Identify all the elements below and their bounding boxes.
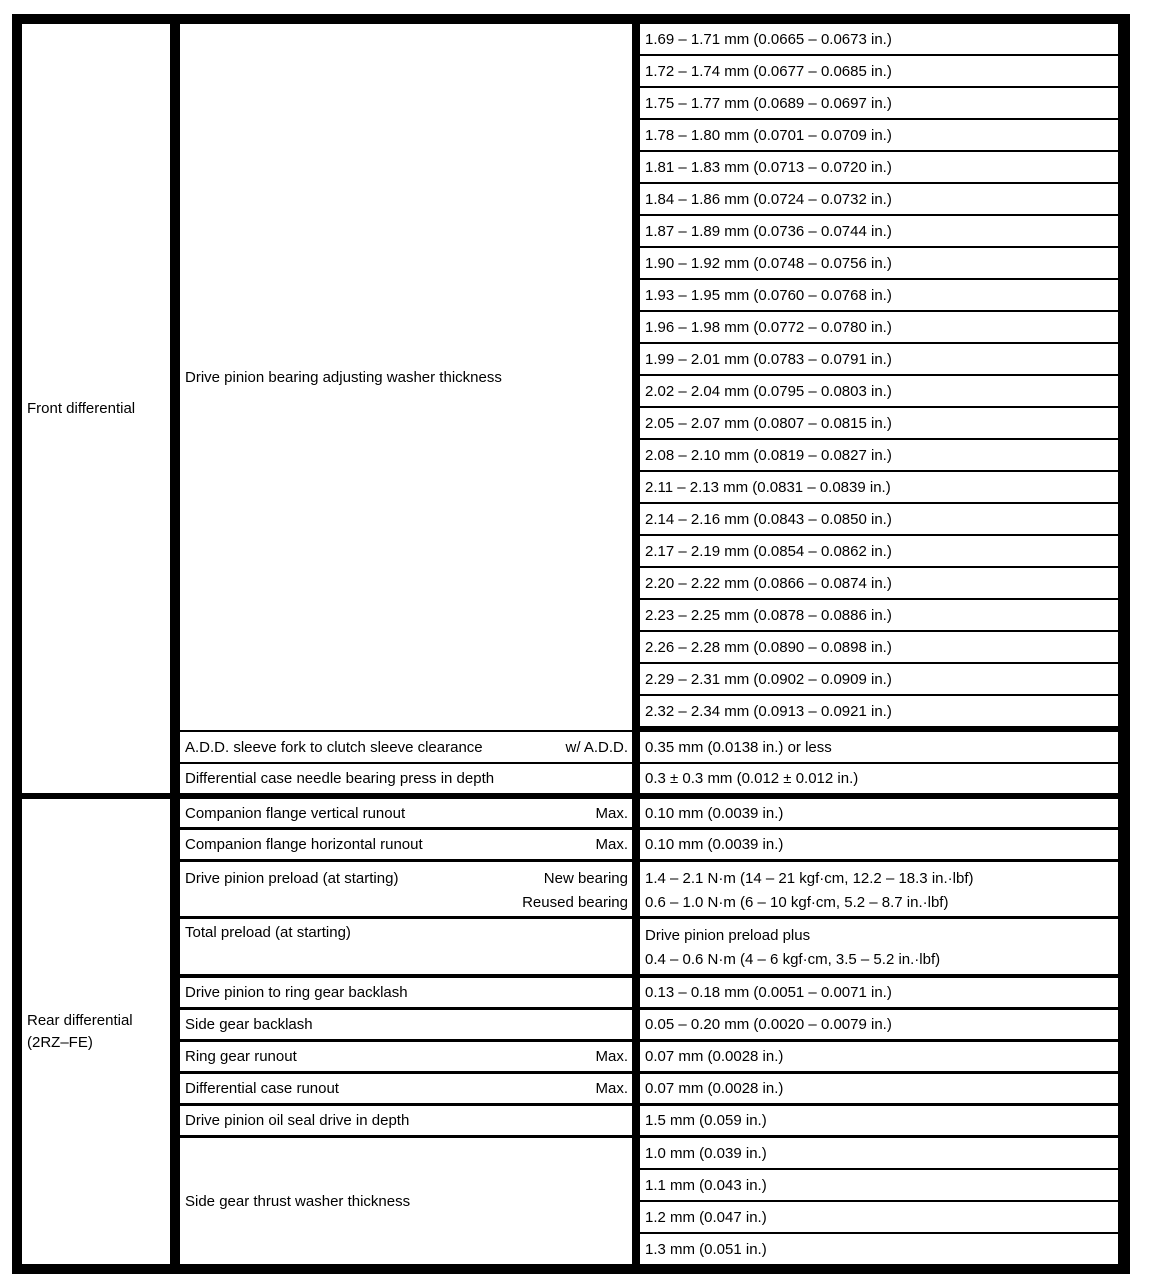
value-text: 1.93 – 1.95 mm (0.0760 – 0.0768 in.) [645, 286, 892, 304]
value-text: 1.84 – 1.86 mm (0.0724 – 0.0732 in.) [645, 190, 892, 208]
rear-differential-label: Rear differential [27, 1011, 133, 1029]
value-row [640, 536, 1118, 566]
horizontal-runout-value-cell [640, 830, 1118, 859]
rear-differential-engine: (2RZ–FE) [27, 1033, 93, 1051]
value-row [640, 408, 1118, 438]
value-text: 2.11 – 2.13 mm (0.0831 – 0.0839 in.) [645, 478, 891, 496]
value-text: 2.32 – 2.34 mm (0.0913 – 0.0921 in.) [645, 702, 892, 720]
pinion-preload-reused-value: 0.6 – 1.0 N·m (6 – 10 kgf·cm, 5.2 – 8.7 in.·lbf) [645, 894, 949, 911]
value-row [640, 120, 1118, 150]
value-text: 1.96 – 1.98 mm (0.0772 – 0.0780 in.) [645, 318, 892, 336]
needle-bearing-value-cell [640, 764, 1118, 793]
value-row [640, 248, 1118, 278]
add-sleeve-value: 0.35 mm (0.0138 in.) or less [645, 738, 832, 756]
ring-runout-value: 0.07 mm (0.0028 in.) [645, 1048, 784, 1065]
value-text: 1.2 mm (0.047 in.) [645, 1208, 767, 1226]
total-preload-value-line2: 0.4 – 0.6 N·m (4 – 6 kgf·cm, 3.5 – 5.2 in.·lbf) [645, 951, 941, 968]
pinion-preload-new-value: 1.4 – 2.1 N·m (14 – 21 kgf·cm, 12.2 – 18.3 in.·lbf) [645, 870, 974, 887]
value-text: 1.1 mm (0.043 in.) [645, 1176, 767, 1194]
value-text: 1.72 – 1.74 mm (0.0677 – 0.0685 in.) [645, 62, 892, 80]
oil-seal-value: 1.5 mm (0.059 in.) [645, 1112, 767, 1129]
pinion-preload-reused-condition: Reused bearing [522, 894, 628, 911]
pinion-preload-new-condition: New bearing [543, 870, 628, 887]
value-text: 1.99 – 2.01 mm (0.0783 – 0.0791 in.) [645, 350, 892, 368]
value-row [640, 280, 1118, 310]
side-washer-item [180, 1138, 632, 1264]
value-row [640, 472, 1118, 502]
add-sleeve-value-cell [640, 732, 1118, 762]
spec-table [12, 14, 1130, 1274]
value-row [640, 632, 1118, 662]
side-backlash-value-cell [640, 1010, 1118, 1039]
value-row [640, 504, 1118, 534]
value-row [640, 568, 1118, 598]
rear-differential-category [22, 799, 170, 1264]
side-washer-values [640, 1138, 1118, 1264]
total-preload-value-line1: Drive pinion preload plus [645, 927, 811, 944]
vertical-runout-condition: Max. [595, 804, 628, 822]
backlash-value-cell [640, 978, 1118, 1007]
backlash-value: 0.13 – 0.18 mm (0.0051 – 0.0071 in.) [645, 984, 892, 1001]
pinion-preload-item [180, 862, 632, 916]
drive-pinion-washer-values [640, 24, 1118, 730]
oil-seal-value-cell [640, 1106, 1118, 1135]
value-row [640, 376, 1118, 406]
value-text: 1.69 – 1.71 mm (0.0665 – 0.0673 in.) [645, 30, 892, 48]
front-differential-category [22, 24, 170, 793]
oil-seal-label: Drive pinion oil seal drive in depth [185, 1112, 410, 1129]
value-text: 1.87 – 1.89 mm (0.0736 – 0.0744 in.) [645, 222, 892, 240]
needle-bearing-label: Differential case needle bearing press in depth [185, 770, 495, 787]
value-text: 2.26 – 2.28 mm (0.0890 – 0.0898 in.) [645, 638, 892, 656]
value-row [640, 696, 1118, 726]
needle-bearing-item [180, 764, 632, 793]
value-row [640, 184, 1118, 214]
value-row [640, 88, 1118, 118]
value-row [640, 344, 1118, 374]
case-runout-label: Differential case runout [185, 1080, 339, 1097]
value-text: 1.3 mm (0.051 in.) [645, 1240, 767, 1258]
backlash-item [180, 978, 632, 1007]
case-runout-value: 0.07 mm (0.0028 in.) [645, 1080, 784, 1097]
ring-runout-condition: Max. [595, 1048, 628, 1065]
value-text: 2.23 – 2.25 mm (0.0878 – 0.0886 in.) [645, 606, 892, 624]
value-text: 2.17 – 2.19 mm (0.0854 – 0.0862 in.) [645, 542, 892, 560]
value-text: 2.29 – 2.31 mm (0.0902 – 0.0909 in.) [645, 670, 892, 688]
value-row [640, 1234, 1118, 1264]
value-text: 2.20 – 2.22 mm (0.0866 – 0.0874 in.) [645, 574, 892, 592]
backlash-label: Drive pinion to ring gear backlash [185, 984, 408, 1001]
add-sleeve-condition: w/ A.D.D. [565, 738, 628, 756]
horizontal-runout-label: Companion flange horizontal runout [185, 836, 423, 853]
case-runout-item [180, 1074, 632, 1103]
side-backlash-label: Side gear backlash [185, 1016, 313, 1033]
value-text: 2.08 – 2.10 mm (0.0819 – 0.0827 in.) [645, 446, 892, 464]
side-washer-label: Side gear thrust washer thickness [185, 1192, 411, 1210]
total-preload-value-cell [640, 919, 1118, 974]
value-text: 2.14 – 2.16 mm (0.0843 – 0.0850 in.) [645, 510, 892, 528]
total-preload-label: Total preload (at starting) [185, 924, 351, 941]
front-differential-label: Front differential [27, 399, 136, 417]
horizontal-runout-condition: Max. [595, 836, 628, 853]
side-backlash-value: 0.05 – 0.20 mm (0.0020 – 0.0079 in.) [645, 1016, 892, 1033]
drive-pinion-washer-item [180, 24, 632, 730]
vertical-runout-item [180, 799, 632, 827]
value-text: 1.90 – 1.92 mm (0.0748 – 0.0756 in.) [645, 254, 892, 272]
oil-seal-item [180, 1106, 632, 1135]
value-row [640, 1138, 1118, 1168]
value-row [640, 1170, 1118, 1200]
needle-bearing-value: 0.3 ± 0.3 mm (0.012 ± 0.012 in.) [645, 770, 859, 787]
horizontal-runout-item [180, 830, 632, 859]
value-row [640, 664, 1118, 694]
value-row [640, 440, 1118, 470]
value-row [640, 152, 1118, 182]
value-text: 2.05 – 2.07 mm (0.0807 – 0.0815 in.) [645, 414, 892, 432]
add-sleeve-item [180, 732, 632, 762]
value-text: 1.0 mm (0.039 in.) [645, 1144, 767, 1162]
value-text: 1.78 – 1.80 mm (0.0701 – 0.0709 in.) [645, 126, 892, 144]
value-row [640, 312, 1118, 342]
value-text: 1.81 – 1.83 mm (0.0713 – 0.0720 in.) [645, 158, 892, 176]
vertical-runout-label: Companion flange vertical runout [185, 804, 406, 822]
value-row [640, 1202, 1118, 1232]
drive-pinion-washer-label: Drive pinion bearing adjusting washer thickness [185, 368, 502, 386]
value-row [640, 216, 1118, 246]
case-runout-condition: Max. [595, 1080, 628, 1097]
total-preload-item [180, 919, 632, 974]
ring-runout-value-cell [640, 1042, 1118, 1071]
vertical-runout-value-cell [640, 799, 1118, 827]
add-sleeve-label: A.D.D. sleeve fork to clutch sleeve clearance [185, 738, 483, 756]
horizontal-runout-value: 0.10 mm (0.0039 in.) [645, 836, 784, 853]
value-row [640, 24, 1118, 54]
vertical-runout-value: 0.10 mm (0.0039 in.) [645, 804, 784, 822]
value-row [640, 56, 1118, 86]
side-backlash-item [180, 1010, 632, 1039]
case-runout-value-cell [640, 1074, 1118, 1103]
ring-runout-label: Ring gear runout [185, 1048, 297, 1065]
value-text: 1.75 – 1.77 mm (0.0689 – 0.0697 in.) [645, 94, 892, 112]
pinion-preload-value-cell [640, 862, 1118, 916]
pinion-preload-label: Drive pinion preload (at starting) [185, 870, 399, 887]
value-text: 2.02 – 2.04 mm (0.0795 – 0.0803 in.) [645, 382, 892, 400]
value-row [640, 600, 1118, 630]
ring-runout-item [180, 1042, 632, 1071]
